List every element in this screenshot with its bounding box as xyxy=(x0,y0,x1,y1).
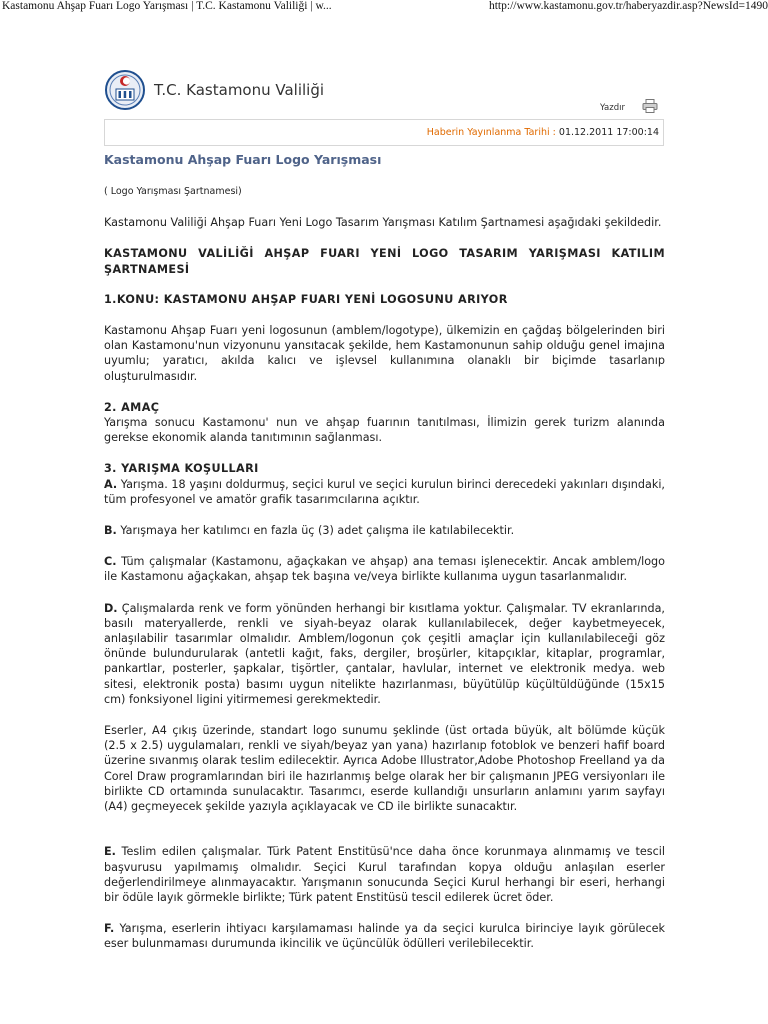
section-heading-3: 3. YARIŞMA KOŞULLARI xyxy=(104,462,259,476)
submission-paragraph: Eserler, A4 çıkış üzerinde, standart logo sunumu şeklinde (üst ortada büyük, alt bölümde küçük (2.5 x 2.5) uygulamaları, renkli ve siyah/beyaz yan yana) hazırlanıp fotoblok ve benzeri hafif board üzerine sıvanmış olarak teslim edilecektir. Ayrıca Adobe Illustrator,Adobe Photoshop Freelland ya da Corel Draw programlarından biri ile hazırlanmış belge olarak her bir çalışmanın JPEG versiyonları ile birlikte CD ortamında sunulacaktır. Tasarımcı, eserde kullandığı unsurların anlamını yarım sayfayı (A4) geçmeyecek şekilde yazıyla açıklayacak ve CD ile birlikte sunacaktır. xyxy=(104,724,665,814)
condition-d xyxy=(104,601,665,707)
article-body xyxy=(104,184,665,952)
ministry-emblem-icon xyxy=(105,70,145,110)
print-page-title: Kastamonu Ahşap Fuarı Logo Yarışması | T.C. Kastamonu Valiliği | w... xyxy=(2,0,332,12)
condition-b-text: Yarışmaya her katılımcı en fazla üç (3) adet çalışma ile katılabilecektir. xyxy=(116,524,515,538)
main-heading: KASTAMONU VALİLİĞİ AHŞAP FUARI YENİ LOGO TASARIM YARIŞMASI KATILIM ŞARTNAMESİ xyxy=(104,247,665,276)
print-page-url: http://www.kastamonu.gov.tr/haberyazdir.asp?NewsId=1490 xyxy=(488,0,768,12)
condition-d-label: D. xyxy=(104,601,118,615)
site-name: T.C. Kastamonu Valiliği xyxy=(154,81,325,99)
condition-a xyxy=(104,477,665,507)
article-title: Kastamonu Ahşap Fuarı Logo Yarışması xyxy=(104,152,382,167)
browser-print-header xyxy=(0,0,768,14)
condition-e-label: E. xyxy=(104,845,116,859)
condition-e-text: Teslim edilen çalışmalar. Türk Patent Enstitüsü'nce daha önce korunmaya alınmamış ve tescil başvurusu yapılmamış olmalıdır. Seçici Kurul tarafından kopya olduğu anlaşılan eserler değerlendirilmeye alınmayacaktır. Yarışmanın sonucunda Seçici Kurul herhangi bir eseri, herhangi bir ödüle layık görmekle birlikte; Türk patent Enstitüsü tescil edilerek ücret öder. xyxy=(104,845,665,904)
condition-a-label: A. xyxy=(104,477,118,491)
section-2-paragraph: Yarışma sonucu Kastamonu' nun ve ahşap fuarının tanıtılması, İlimizin gerek turizm alanında gerekse ekonomik alanda tanıtımının sağlanması. xyxy=(104,416,665,445)
condition-f-label: F. xyxy=(104,922,115,936)
publish-date-label: Haberin Yayınlanma Tarihi : xyxy=(426,127,556,138)
condition-c xyxy=(104,554,665,584)
condition-b xyxy=(104,523,665,538)
intro-paragraph: Kastamonu Valiliği Ahşap Fuarı Yeni Logo Tasarım Yarışması Katılım Şartnamesi aşağıdaki şekildedir. xyxy=(104,216,662,230)
condition-c-label: C. xyxy=(104,555,117,569)
printer-icon[interactable] xyxy=(642,99,658,113)
condition-c-text: Tüm çalışmalar (Kastamonu, ağaçkakan ve ahşap) ana teması işlenecektir. Ancak amblem/logo ile Kastamonu ağaçkakan, ahşap tek başına ve/veya birlikte kullanıma uygun tasarlanmalıdır. xyxy=(104,555,665,584)
section-heading-2: 2. AMAÇ xyxy=(104,400,160,414)
print-link[interactable]: Yazdır xyxy=(600,103,625,113)
condition-a-text: Yarışma. 18 yaşını doldurmuş, seçici kurul ve seçici kurulun birinci derecedeki yakınları dışındaki, tüm profesyonel ve amatör grafik tasarımcılarına açıktır. xyxy=(104,477,665,506)
condition-f-text: Yarışma, eserlerin ihtiyacı karşılamaması halinde ya da seçici kurulca birinciye layık görülecek eser bulunmaması durumunda ikincilik ve üçüncülük ödülleri verilebilecektir. xyxy=(104,922,665,951)
condition-d-text: Çalışmalarda renk ve form yönünden herhangi bir kısıtlama yoktur. Çalışmalar. TV ekranlarında, basılı materyallerde, renkli ve siyah-beyaz olarak kullanılabilecek, değer kaybetmeyecek, anlaşılabilir tasarımlar olmalıdır. Amblem/logonun çok çeşitli amaçlar için kullanılabileceği göz önünde bulundurularak (antetli kağıt, faks, dergiler, broşürler, kitapçıklar, kitaplar, programlar, pankartlar, posterler, şapkalar, tişörtler, çantalar, havlular, internet ve elektronik medya. web sitesi, elektronik posta) basımı uygun nitelikte hazırlanması, büyütülüp küçültüldüğünde (15x15 cm) fonksiyonel ligini yitirmemesi gerekmektedir. xyxy=(104,601,665,706)
article-subtitle: ( Logo Yarışması Şartnamesi) xyxy=(104,186,242,197)
publish-date-value: 01.12.2011 17:00:14 xyxy=(558,127,659,138)
publish-date-box xyxy=(104,119,664,146)
condition-e xyxy=(104,844,665,905)
section-1-paragraph: Kastamonu Ahşap Fuarı yeni logosunun (amblem/logotype), ülkemizin en çağdaş bölgelerinden biri olan Kastamonu'nun vizyonunu yansıtacak şekilde, hem Kastamonunun sahip olduğu genel imajına uyumlu; yaratıcı, akılda kalıcı ve işlevsel kullanımına olanaklı bir biçimde tasarlanıp oluşturulmasıdır. xyxy=(104,324,665,383)
condition-f xyxy=(104,921,665,951)
condition-b-label: B. xyxy=(104,524,117,538)
section-heading-1: 1.KONU: KASTAMONU AHŞAP FUARI YENİ LOGOSUNU ARIYOR xyxy=(104,292,508,306)
